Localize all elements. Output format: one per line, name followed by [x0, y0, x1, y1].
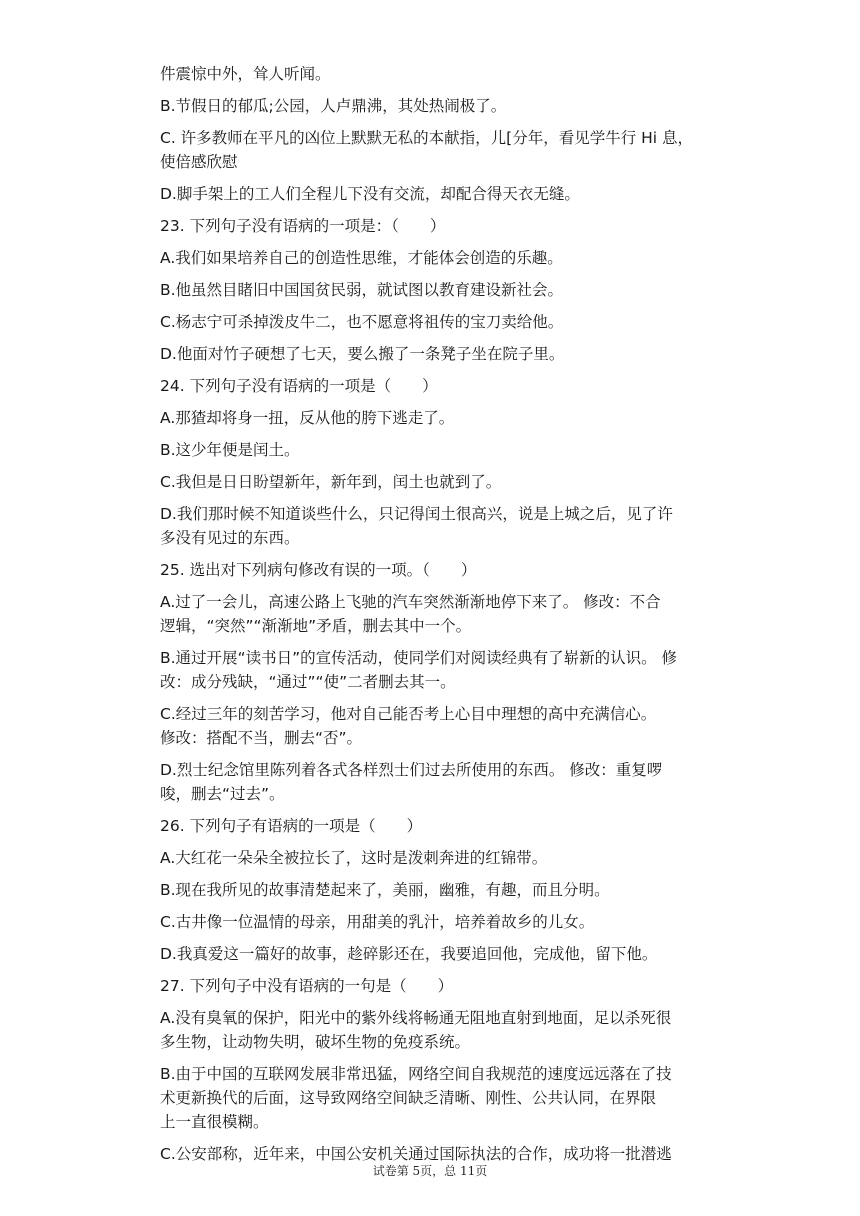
option-line: A.我们如果培养自己的创造性思维，才能体会创造的乐趣。 — [160, 249, 563, 267]
option-line: A.那猹却将身一扭，反从他的胯下逃走了。 — [160, 409, 455, 427]
option-line: B.通过开展“读书日”的宣传活动，使同学们对阅读经典有了崭新的认识。 修 — [160, 649, 678, 667]
option-line: B.现在我所见的故事清楚起来了，美丽，幽雅，有趣，而且分明。 — [160, 881, 610, 899]
option-line: 改：成分残缺，“通过”“使”二者删去其一。 — [160, 673, 456, 691]
option-line: B.这少年便是闰土。 — [160, 441, 300, 459]
text-line: C. 许多教师在平凡的凶位上默默无私的本献指，儿[分年，看见学牛行 Hi 息， — [160, 129, 694, 147]
page-footer: 试卷第 5页，总 11页 — [372, 1164, 488, 1178]
text-line: 使倍感欣慰 — [160, 153, 238, 171]
question-heading: 24. 下列句子没有语病的一项是（ ） — [160, 377, 438, 395]
option-line: 术更新换代的后面，这导致网络空间缺乏清晰、刚性、公共认同，在界限 — [160, 1089, 657, 1107]
page-content — [160, 62, 735, 1166]
text-line: D.脚手架上的工人们全程儿下没有交流，却配合得天衣无缝。 — [160, 185, 580, 203]
option-line: A.没有臭氧的保护，阳光中的紫外线将畅通无阻地直射到地面，足以杀死很 — [160, 1009, 672, 1027]
option-line: D.我真爱这一篇好的故事，趁碎影还在，我要追回他，完成他，留下他。 — [160, 945, 658, 963]
option-line: C.杨志宁可杀掉泼皮牛二，也不愿意将祖传的宝刀卖给他。 — [160, 313, 564, 331]
option-line: A.过了一会儿，高速公路上飞驰的汽车突然渐渐地停下来了。 修改：不合 — [160, 593, 661, 611]
option-line: A.大红花一朵朵全被拉长了，这时是泼刺奔进的红锦带。 — [160, 849, 548, 867]
text-line: 件震惊中外，耸人听闻。 — [160, 65, 331, 83]
question-heading: 27. 下列句子中没有语病的一句是（ ） — [160, 977, 454, 995]
option-line: C.古井像一位温情的母亲，用甜美的乳汁，培养着故乡的儿女。 — [160, 913, 595, 931]
option-line: 上一直很模糊。 — [160, 1113, 269, 1131]
option-line: D.我们那时候不知道谈些什么，只记得闰土很高兴，说是上城之后，见了许 — [160, 505, 673, 523]
question-heading: 26. 下列句子有语病的一项是（ ） — [160, 817, 423, 835]
question-heading: 25. 选出对下列病句修改有误的一项。（ ） — [160, 561, 477, 579]
text-line: B.节假日的郁瓜;公园，人卢鼎沸，其处热闹极了。 — [160, 97, 507, 115]
option-line: B.由于中国的互联网发展非常迅猛，网络空间自我规范的速度远远落在了技 — [160, 1065, 672, 1083]
option-line: D.他面对竹子硬想了七天，要么搬了一条凳子坐在院子里。 — [160, 345, 565, 363]
option-line: 多生物，让动物失明，破坏生物的免疫系统。 — [160, 1033, 471, 1051]
option-line: C.我但是日日盼望新年，新年到，闰土也就到了。 — [160, 473, 502, 491]
option-line: 逻辑，“突然”“渐渐地”矛盾，删去其中一个。 — [160, 617, 472, 635]
option-line: 唆，删去“过去”。 — [160, 785, 285, 803]
option-line: C.公安部称，近年来，中国公安机关通过国际执法的合作，成功将一批潜逃 — [160, 1145, 672, 1163]
option-line: B.他虽然目睹旧中国国贫民弱，就试图以教育建设新社会。 — [160, 281, 564, 299]
option-line: D.烈士纪念馆里陈列着各式各样烈士们过去所使用的东西。 修改：重复啰 — [160, 761, 663, 779]
option-line: 修改：搭配不当，删去“否”。 — [160, 729, 363, 747]
option-line: C.经过三年的刻苦学习，他对自己能否考上心目中理想的高中充满信心。 — [160, 705, 657, 723]
option-line: 多没有见过的东西。 — [160, 529, 300, 547]
question-heading: 23. 下列句子没有语病的一项是：（ ） — [160, 217, 446, 235]
